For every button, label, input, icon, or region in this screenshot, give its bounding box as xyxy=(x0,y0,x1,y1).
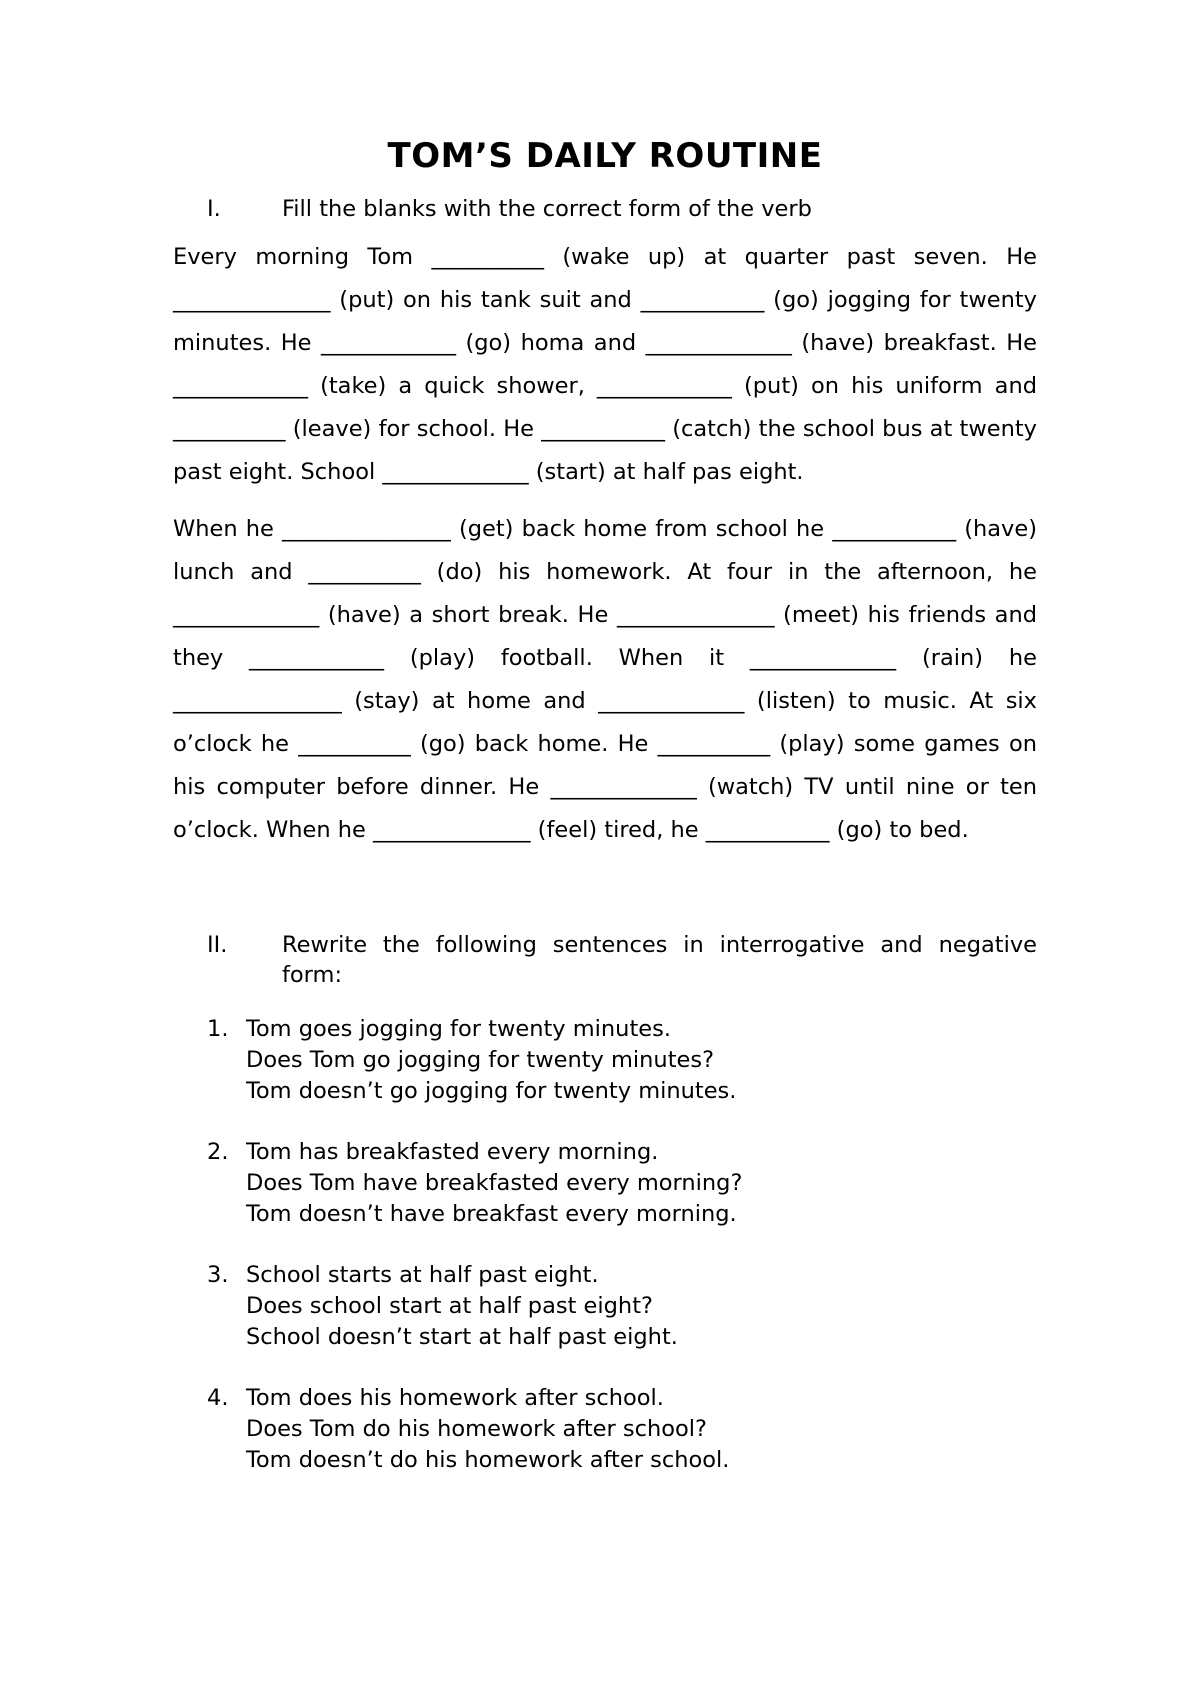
list-item xyxy=(173,1137,1037,1230)
item-lines xyxy=(246,1260,1037,1353)
section-2-instruction: Rewrite the following sentences in interrogative and negative form: xyxy=(282,932,1037,988)
item-number: 2. xyxy=(207,1139,229,1165)
item-statement: Tom goes jogging for twenty minutes. xyxy=(246,1016,671,1042)
worksheet-page xyxy=(173,136,1037,1506)
section-2-heading xyxy=(173,930,1037,990)
list-item xyxy=(173,1260,1037,1353)
item-negative: Tom doesn’t do his homework after school. xyxy=(246,1447,730,1473)
item-question: Does Tom go jogging for twenty minutes? xyxy=(246,1047,715,1073)
section-2-number: II. xyxy=(207,932,228,958)
list-item xyxy=(173,1383,1037,1476)
fill-blank-paragraph-1: Every morning Tom __________ (wake up) at quarter past seven. He ______________ (put) on his tank suit and ___________ (go) jogging for twenty minutes. He ____________ (go) homa and _____________ (have) breakfast. He ____________ (take) a quick shower, ____________ (put) on his uniform and __________ (leave) for school. He ___________ (catch) the school bus at twenty past eight. School _____________ (start) at half pas eight. xyxy=(173,244,1037,485)
item-question: Does Tom have breakfasted every morning? xyxy=(246,1170,743,1196)
section-1-number: I. xyxy=(207,196,221,222)
item-lines xyxy=(246,1383,1037,1476)
fill-blank-paragraph-2: When he _______________ (get) back home from school he ___________ (have) lunch and __________ (do) his homework. At four in the afternoon, he _____________ (have) a short break. He ______________ (meet) his friends and they ____________ (play) football. When it _____________ (rain) he _______________ (stay) at home and _____________ (listen) to music. At six o’clock he __________ (go) back home. He __________ (play) some games on his computer before dinner. He _____________ (watch) TV until nine or ten o’clock. When he ______________ (feel) tired, he ___________ (go) to bed. xyxy=(173,516,1037,843)
section-1-instruction: Fill the blanks with the correct form of the verb xyxy=(282,196,812,222)
item-number: 3. xyxy=(207,1262,229,1288)
item-statement: Tom has breakfasted every morning. xyxy=(246,1139,659,1165)
item-number: 4. xyxy=(207,1385,229,1411)
item-statement: School starts at half past eight. xyxy=(246,1262,599,1288)
answer-list xyxy=(173,1014,1037,1476)
item-lines xyxy=(246,1137,1037,1230)
item-number: 1. xyxy=(207,1016,229,1042)
item-statement: Tom does his homework after school. xyxy=(246,1385,664,1411)
item-question: Does school start at half past eight? xyxy=(246,1293,653,1319)
item-lines xyxy=(246,1014,1037,1107)
item-negative: Tom doesn’t go jogging for twenty minutes. xyxy=(246,1078,737,1104)
section-2 xyxy=(173,930,1037,1476)
item-negative: Tom doesn’t have breakfast every morning. xyxy=(246,1201,737,1227)
page-title: TOM’S DAILY ROUTINE xyxy=(387,136,823,176)
section-1-heading xyxy=(173,194,1037,224)
list-item xyxy=(173,1014,1037,1107)
item-question: Does Tom do his homework after school? xyxy=(246,1416,707,1442)
item-negative: School doesn’t start at half past eight. xyxy=(246,1324,678,1350)
